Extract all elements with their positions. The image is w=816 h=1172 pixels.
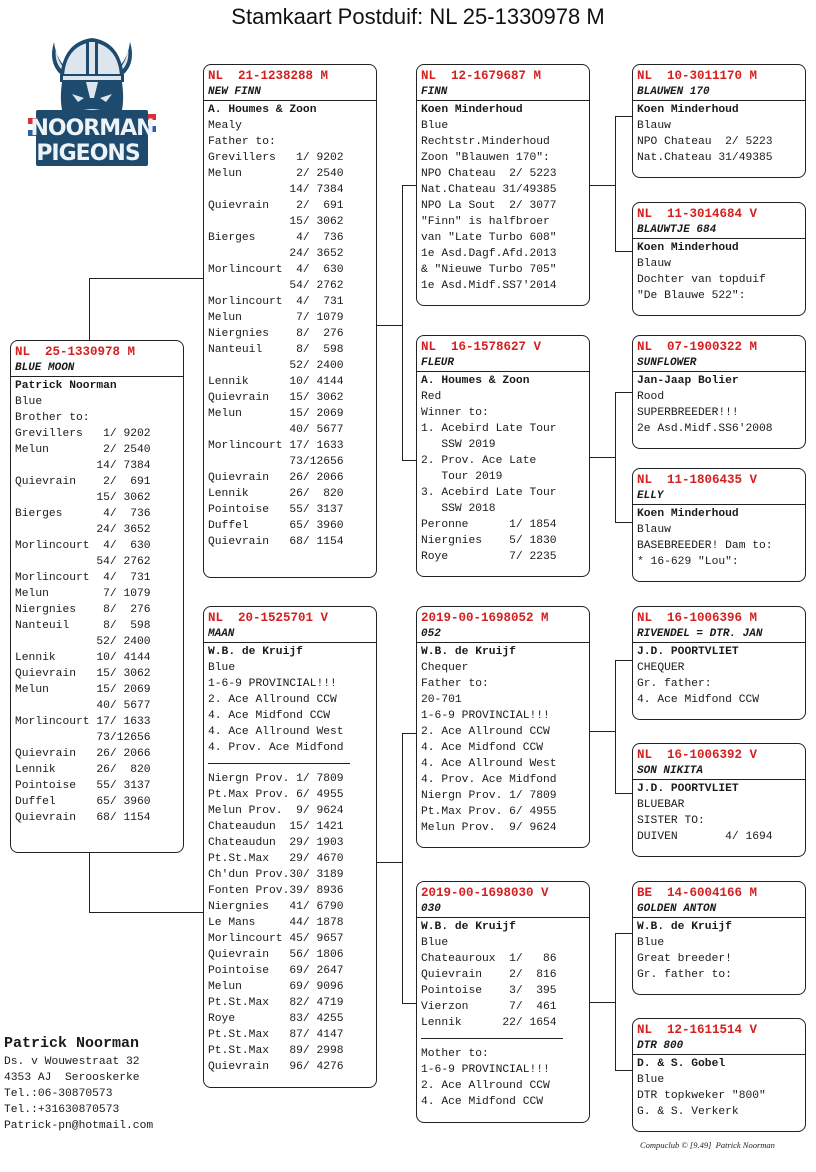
info-line: Melun 2/ 2540 — [208, 168, 344, 180]
info-line: & "Nieuwe Turbo 705" — [421, 264, 557, 276]
ring-number: NL 07-1900322 M — [637, 340, 758, 354]
card-body — [633, 101, 805, 166]
pigeon-name: RIVENDEL = DTR. JAN — [637, 628, 763, 640]
connector-line — [589, 1002, 615, 1003]
color-text: BLUEBAR — [637, 799, 685, 811]
info-line: NPO Chateau 2/ 5223 — [637, 136, 773, 148]
info-line: Roye 7/ 2235 — [421, 551, 557, 563]
pigeon-name: 030 — [421, 903, 441, 915]
card-header — [417, 336, 589, 372]
connector-line — [615, 116, 633, 117]
info-line: 4. Ace Midfond CCW — [208, 710, 331, 722]
connector-line — [615, 660, 616, 793]
svg-text:PIGEONS: PIGEONS — [36, 141, 140, 166]
info-line: 4. Prov. Ace Midfond — [421, 774, 557, 786]
info-line: Morlincourt 4/ 630 — [208, 264, 344, 276]
card-header — [633, 1019, 805, 1055]
info-line: Pointoise 3/ 395 — [421, 985, 557, 997]
info-line: Melun 15/ 2069 — [208, 408, 344, 420]
info-line: 4. Ace Allround West — [208, 726, 344, 738]
card-body — [11, 377, 183, 826]
pigeon-name: ELLY — [637, 490, 664, 502]
info-line: Duffel 65/ 3960 — [208, 520, 344, 532]
info-line: Quievrain 2/ 816 — [421, 969, 557, 981]
card-body — [204, 643, 376, 1075]
connector-line — [589, 185, 615, 186]
info-line: Nat.Chateau 31/49385 — [637, 152, 773, 164]
info-line: 1-6-9 PROVINCIAL!!! — [421, 710, 550, 722]
info-line: Quievrain 68/ 1154 — [15, 812, 151, 824]
info-line: 40/ 5677 — [15, 700, 151, 712]
info-line: Bierges 4/ 736 — [208, 232, 344, 244]
pigeon-name: GOLDEN ANTON — [637, 903, 717, 915]
connector-line — [615, 392, 616, 522]
pigeon-card-sire[interactable] — [203, 64, 377, 578]
info-line: 15/ 3062 — [208, 216, 344, 228]
info-line: Pointoise 55/ 3137 — [15, 780, 151, 792]
breeder-name: A. Houmes & Zoon — [421, 375, 530, 387]
owner-address-line: Tel.:06-30870573 — [4, 1088, 113, 1100]
info-line: Dochter van topduif — [637, 274, 766, 286]
card-body — [417, 643, 589, 836]
card-header — [11, 341, 183, 377]
pigeon-name: SON NIKITA — [637, 765, 704, 777]
color-text: Mealy — [208, 120, 242, 132]
info-line: Lennik 10/ 4144 — [15, 652, 151, 664]
connector-line — [377, 325, 402, 326]
info-line: Nanteuil 8/ 598 — [15, 620, 151, 632]
info-line: 54/ 2762 — [208, 280, 344, 292]
card-body — [417, 372, 589, 565]
info-line: Lennik 10/ 4144 — [208, 376, 344, 388]
info-line: 54/ 2762 — [15, 556, 151, 568]
result-line: 4. Ace Midfond CCW — [421, 1096, 544, 1108]
info-line: NPO Chateau 2/ 5223 — [421, 168, 557, 180]
info-line: Duffel 65/ 3960 — [15, 796, 151, 808]
result-line: Pt.St.Max 87/ 4147 — [208, 1029, 344, 1041]
card-header — [204, 65, 376, 101]
connector-line — [615, 392, 633, 393]
ring-number: NL 11-3014684 V — [637, 207, 758, 221]
result-line: Mother to: — [421, 1048, 489, 1060]
pigeon-name: BLAUWEN 170 — [637, 86, 710, 98]
connector-line — [89, 852, 90, 912]
info-line: 4. Prov. Ace Midfond — [208, 742, 344, 754]
info-line: Melun Prov. 9/ 9624 — [421, 822, 557, 834]
ring-number: NL 10-3011170 M — [637, 69, 758, 83]
pigeon-name: FLEUR — [421, 357, 455, 369]
pigeon-card-dd-dam[interactable] — [632, 1018, 806, 1132]
color-text: Chequer — [421, 662, 469, 674]
info-line: Quievrain 15/ 3062 — [15, 668, 151, 680]
info-line: Quievrain 68/ 1154 — [208, 536, 344, 548]
breeder-name: Jan-Jaap Bolier — [637, 375, 739, 387]
divider — [208, 763, 350, 764]
pigeon-card-dd-sire[interactable] — [632, 881, 806, 995]
info-line: Morlincourt 17/ 1633 — [208, 440, 344, 452]
breeder-name: W.B. de Kruijf — [637, 921, 732, 933]
result-line: Pt.St.Max 89/ 2998 — [208, 1045, 344, 1057]
info-line: 24/ 3652 — [15, 524, 151, 536]
card-header — [633, 882, 805, 918]
info-line: Nanteuil 8/ 598 — [208, 344, 344, 356]
info-line: Tour 2019 — [421, 471, 503, 483]
pigeon-card-sd-dam[interactable] — [632, 468, 806, 582]
pigeon-name: DTR 800 — [637, 1040, 684, 1052]
pigeon-card-sire-dam[interactable] — [416, 335, 590, 577]
info-line: 40/ 5677 — [208, 424, 344, 436]
color-text: Blue — [208, 662, 236, 674]
breeder-name: Koen Minderhoud — [637, 508, 739, 520]
result-line: Morlincourt 45/ 9657 — [208, 933, 344, 945]
info-line: Quievrain 2/ 691 — [208, 200, 344, 212]
breeder-name: Koen Minderhoud — [637, 242, 739, 254]
connector-line — [615, 251, 633, 252]
info-line: BASEBREEDER! Dam to: — [637, 540, 773, 552]
connector-line — [615, 116, 616, 251]
connector-line — [377, 862, 402, 863]
connector-line — [615, 1070, 633, 1071]
card-body — [633, 780, 805, 845]
color-text: Blue — [637, 1074, 665, 1086]
info-line: Lennik 26/ 820 — [208, 488, 344, 500]
info-line: 2. Ace Allround CCW — [208, 694, 337, 706]
color-text: Blue — [421, 937, 449, 949]
pigeon-name: 052 — [421, 628, 441, 640]
pigeon-card-ds-sire[interactable] — [632, 606, 806, 720]
ring-number: NL 20-1525701 V — [208, 611, 329, 625]
info-line: Nat.Chateau 31/49385 — [421, 184, 557, 196]
card-header — [633, 469, 805, 505]
pigeon-card-sire-sire[interactable] — [416, 64, 590, 306]
info-line: Quievrain 26/ 2066 — [15, 748, 151, 760]
info-line: Zoon "Blauwen 170": — [421, 152, 550, 164]
pigeon-name: BLUE MOON — [15, 362, 75, 374]
ring-number: NL 25-1330978 M — [15, 345, 136, 359]
breeder-name: A. Houmes & Zoon — [208, 104, 317, 116]
info-line: 52/ 2400 — [15, 636, 151, 648]
info-line: Niergnies 8/ 276 — [15, 604, 151, 616]
owner-contact — [4, 1034, 153, 1134]
connector-line — [402, 185, 417, 186]
info-line: DTR topkweker "800" — [637, 1090, 766, 1102]
connector-line — [615, 660, 633, 661]
ring-number: 2019-00-1698030 V — [421, 886, 549, 900]
info-line: Melun 7/ 1079 — [15, 588, 151, 600]
info-line: Gr. father: — [637, 678, 712, 690]
info-line: Quievrain 15/ 3062 — [208, 392, 344, 404]
info-line: Brother to: — [15, 412, 90, 424]
card-header — [633, 336, 805, 372]
result-line: Ch'dun Prov.30/ 3189 — [208, 869, 344, 881]
card-body — [633, 1055, 805, 1120]
ring-number: NL 11-1806435 V — [637, 473, 758, 487]
breeder-name: Koen Minderhoud — [421, 104, 523, 116]
pigeon-card-dam-dam[interactable] — [416, 881, 590, 1123]
info-line: 4. Ace Midfond CCW — [421, 742, 544, 754]
card-body — [633, 239, 805, 304]
color-text: Blue — [15, 396, 43, 408]
pigeon-name: NEW FINN — [208, 86, 261, 98]
breeder-name: Patrick Noorman — [15, 380, 117, 392]
info-line: 73/12656 — [208, 456, 344, 468]
breeder-name: J.D. POORTVLIET — [637, 783, 739, 795]
pigeon-card-dam[interactable] — [203, 606, 377, 1088]
connector-line — [615, 793, 633, 794]
card-body — [633, 918, 805, 983]
card-header — [417, 607, 589, 643]
info-line: 73/12656 — [15, 732, 151, 744]
color-text: Rood — [637, 391, 665, 403]
info-line: Lennik 26/ 820 — [15, 764, 151, 776]
owner-email-link[interactable]: Patrick-pn@hotmail.com — [4, 1120, 154, 1132]
color-text: CHEQUER — [637, 662, 685, 674]
info-line: van "Late Turbo 608" — [421, 232, 557, 244]
info-line: SISTER TO: — [637, 815, 705, 827]
result-line: Quievrain 56/ 1806 — [208, 949, 344, 961]
card-header — [417, 65, 589, 101]
breeder-name: W.B. de Kruijf — [421, 921, 516, 933]
info-line: Niergnies 8/ 276 — [208, 328, 344, 340]
result-line: Quievrain 96/ 4276 — [208, 1061, 344, 1073]
info-line: SSW 2019 — [421, 439, 496, 451]
info-line: Pointoise 55/ 3137 — [208, 504, 344, 516]
connector-line — [615, 522, 633, 523]
info-line: Melun 2/ 2540 — [15, 444, 151, 456]
breeder-name: D. & S. Gobel — [637, 1058, 726, 1070]
connector-line — [615, 933, 616, 1070]
owner-name: Patrick Noorman — [4, 1035, 140, 1052]
info-line: SSW 2018 — [421, 503, 496, 515]
color-text: Blauw — [637, 258, 671, 270]
result-line: Melun Prov. 9/ 9624 — [208, 805, 344, 817]
breeder-name: Koen Minderhoud — [637, 104, 739, 116]
info-line: Peronne 1/ 1854 — [421, 519, 557, 531]
color-text: Blue — [421, 120, 449, 132]
connector-line — [89, 278, 90, 341]
info-line: G. & S. Verkerk — [637, 1106, 739, 1118]
info-line: 14/ 7384 — [15, 460, 151, 472]
breeder-name: W.B. de Kruijf — [208, 646, 303, 658]
connector-line — [402, 460, 417, 461]
info-line: Melun 15/ 2069 — [15, 684, 151, 696]
result-line: Pt.St.Max 82/ 4719 — [208, 997, 344, 1009]
breeder-name: W.B. de Kruijf — [421, 646, 516, 658]
info-line: Morlincourt 4/ 731 — [15, 572, 151, 584]
owner-lines — [4, 1054, 153, 1134]
color-text: Blue — [637, 937, 665, 949]
info-line: Great breeder! — [637, 953, 732, 965]
owner-address-line: 4353 AJ Serooskerke — [4, 1072, 140, 1084]
connector-line — [589, 731, 615, 732]
info-line: Grevillers 1/ 9202 — [208, 152, 344, 164]
info-line: 2. Prov. Ace Late — [421, 455, 537, 467]
info-line: Quievrain 26/ 2066 — [208, 472, 344, 484]
connector-line — [89, 278, 204, 279]
info-line: 15/ 3062 — [15, 492, 151, 504]
info-line: 3. Acebird Late Tour — [421, 487, 557, 499]
info-line: SUPERBREEDER!!! — [637, 407, 739, 419]
info-line: Grevillers 1/ 9202 — [15, 428, 151, 440]
divider — [421, 1038, 563, 1039]
info-line: 52/ 2400 — [208, 360, 344, 372]
info-line: 24/ 3652 — [208, 248, 344, 260]
pigeon-name: BLAUWTJE 684 — [637, 224, 717, 236]
connector-line — [402, 185, 403, 461]
result-line: 1-6-9 PROVINCIAL!!! — [421, 1064, 550, 1076]
card-body — [633, 505, 805, 570]
footer-credit: Compuclub © [9.49] Patrick Noorman — [640, 1140, 775, 1150]
card-body — [204, 101, 376, 550]
info-line: Pt.Max Prov. 6/ 4955 — [421, 806, 557, 818]
result-line: Pt.Max Prov. 6/ 4955 — [208, 789, 344, 801]
ring-number: NL 12-1679687 M — [421, 69, 542, 83]
info-line: "Finn" is halfbroer — [421, 216, 550, 228]
pigeon-card-dam-sire[interactable] — [416, 606, 590, 848]
info-line: 14/ 7384 — [208, 184, 344, 196]
info-line: Morlincourt 4/ 630 — [15, 540, 151, 552]
info-line: Chateauroux 1/ 86 — [421, 953, 557, 965]
result-line: Niergn Prov. 1/ 7809 — [208, 773, 344, 785]
info-line: 1. Acebird Late Tour — [421, 423, 557, 435]
info-line: Gr. father to: — [637, 969, 732, 981]
result-line: Fonten Prov.39/ 8936 — [208, 885, 344, 897]
result-line: Le Mans 44/ 1878 — [208, 917, 344, 929]
info-line: 2. Ace Allround CCW — [421, 726, 550, 738]
info-line: 4. Ace Allround West — [421, 758, 557, 770]
page-title: Stamkaart Postduif: NL 25-1330978 M — [231, 4, 605, 29]
breeder-name: J.D. POORTVLIET — [637, 646, 739, 658]
info-line: Niergnies 5/ 1830 — [421, 535, 557, 547]
ring-number: NL 12-1611514 V — [637, 1023, 758, 1037]
card-header — [633, 744, 805, 780]
info-line: Rechtstr.Minderhoud — [421, 136, 550, 148]
pigeon-name: FINN — [421, 86, 448, 98]
result-line: 2. Ace Allround CCW — [421, 1080, 550, 1092]
result-line: Niergnies 41/ 6790 — [208, 901, 344, 913]
pigeon-card-subject[interactable] — [10, 340, 184, 853]
pigeon-name: MAAN — [208, 628, 235, 640]
connector-line — [589, 457, 615, 458]
pigeon-card-sd-sire[interactable] — [632, 335, 806, 449]
info-line: DUIVEN 4/ 1694 — [637, 831, 773, 843]
connector-line — [402, 1003, 417, 1004]
pigeon-card-ss-sire[interactable] — [632, 64, 806, 178]
info-line: Father to: — [421, 678, 489, 690]
info-line: * 16-629 "Lou": — [637, 556, 739, 568]
info-line: 1e Asd.Dagf.Afd.2013 — [421, 248, 557, 260]
result-line: Chateaudun 29/ 1903 — [208, 837, 344, 849]
pigeon-card-ss-dam[interactable] — [632, 202, 806, 316]
info-line: Lennik 22/ 1654 — [421, 1017, 557, 1029]
info-line: Father to: — [208, 136, 276, 148]
connector-line — [402, 733, 417, 734]
info-line: 4. Ace Midfond CCW — [637, 694, 760, 706]
result-line: Pointoise 69/ 2647 — [208, 965, 344, 977]
info-line: 1e Asd.Midf.SS7'2014 — [421, 280, 557, 292]
card-body — [633, 372, 805, 437]
pigeon-card-ds-dam[interactable] — [632, 743, 806, 857]
result-line: Melun 69/ 9096 — [208, 981, 344, 993]
info-line: 20-701 — [421, 694, 462, 706]
ring-number: NL 16-1006396 M — [637, 611, 758, 625]
connector-line — [402, 733, 403, 1003]
info-line: Morlincourt 17/ 1633 — [15, 716, 151, 728]
card-body — [417, 918, 589, 1110]
info-line: Melun 7/ 1079 — [208, 312, 344, 324]
info-line: Niergn Prov. 1/ 7809 — [421, 790, 557, 802]
info-line: Morlincourt 4/ 731 — [208, 296, 344, 308]
svg-text:NOORMAN: NOORMAN — [30, 116, 154, 141]
card-header — [633, 607, 805, 643]
ring-number: BE 14-6004166 M — [637, 886, 758, 900]
result-line: Pt.St.Max 29/ 4670 — [208, 853, 344, 865]
info-line: "De Blauwe 522": — [637, 290, 746, 302]
info-line: 1-6-9 PROVINCIAL!!! — [208, 678, 337, 690]
viking-logo-icon — [22, 22, 162, 170]
pigeon-name: SUNFLOWER — [637, 357, 697, 369]
color-text: Blauw — [637, 120, 671, 132]
card-body — [417, 101, 589, 294]
card-header — [633, 65, 805, 101]
owner-address-line: Tel.:+31630870573 — [4, 1104, 120, 1116]
card-header — [417, 882, 589, 918]
result-line: Roye 83/ 4255 — [208, 1013, 344, 1025]
connector-line — [615, 933, 633, 934]
info-line: 2e Asd.Midf.SS6'2008 — [637, 423, 773, 435]
info-line: Bierges 4/ 736 — [15, 508, 151, 520]
owner-address-line: Ds. v Wouwestraat 32 — [4, 1056, 140, 1068]
ring-number: 2019-00-1698052 M — [421, 611, 549, 625]
ring-number: NL 16-1578627 V — [421, 340, 542, 354]
card-header — [633, 203, 805, 239]
info-line: Vierzon 7/ 461 — [421, 1001, 557, 1013]
color-text: Red — [421, 391, 442, 403]
card-body — [633, 643, 805, 708]
result-line: Chateaudun 15/ 1421 — [208, 821, 344, 833]
color-text: Blauw — [637, 524, 671, 536]
connector-line — [89, 912, 204, 913]
info-line: NPO La Sout 2/ 3077 — [421, 200, 557, 212]
ring-number: NL 16-1006392 V — [637, 748, 758, 762]
info-line: Quievrain 2/ 691 — [15, 476, 151, 488]
ring-number: NL 21-1238288 M — [208, 69, 329, 83]
card-header — [204, 607, 376, 643]
info-line: Winner to: — [421, 407, 489, 419]
